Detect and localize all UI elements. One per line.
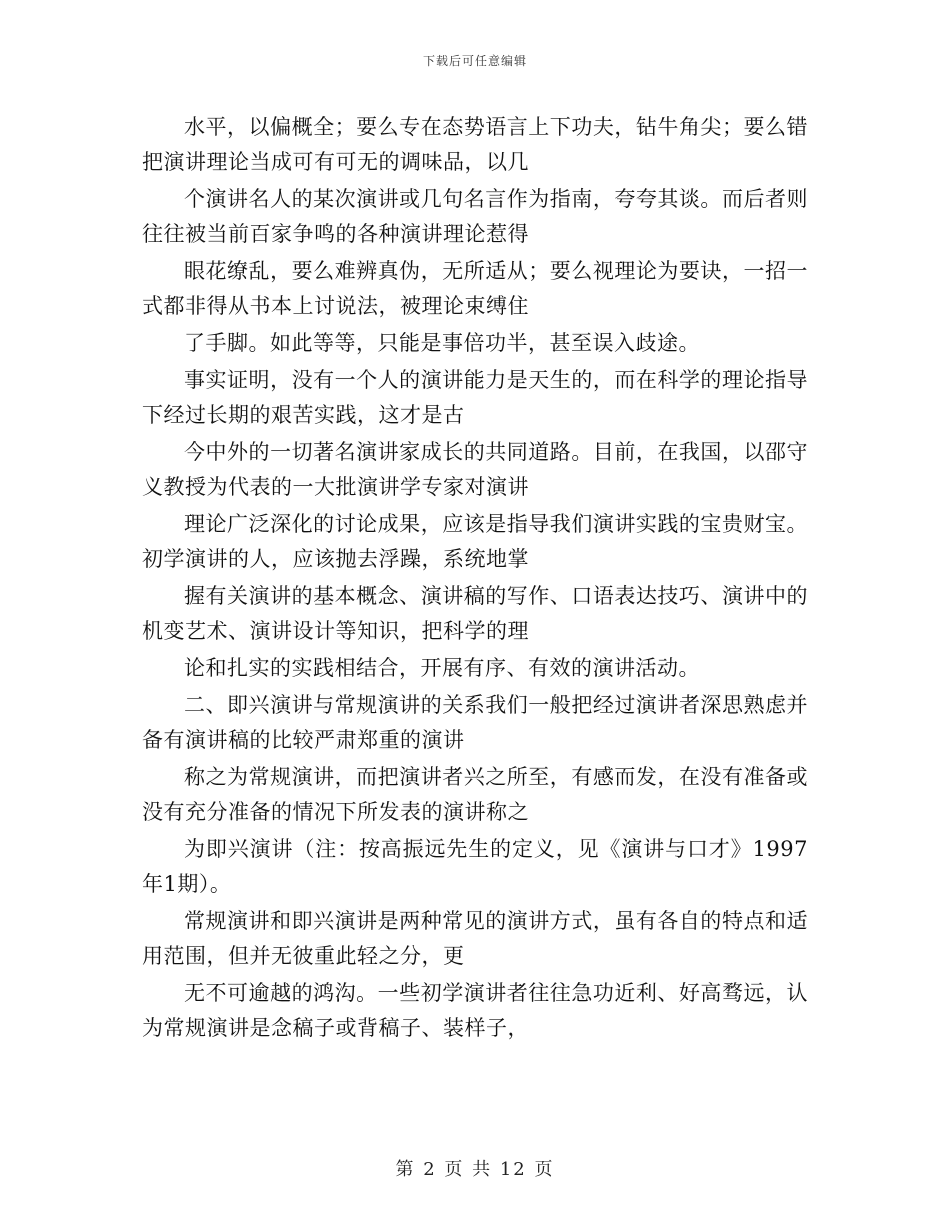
document-body [142,110,808,1048]
paragraph: 握有关演讲的基本概念、演讲稿的写作、口语表达技巧、演讲中的机变艺术、演讲设计等知识，把科学的理 [142,584,808,643]
paragraph: 眼花缭乱，要么难辨真伪，无所适从；要么视理论为要诀，一招一式都非得从书本上讨说法，被理论束缚住 [142,259,808,318]
paragraph: 无不可逾越的鸿沟。一些初学演讲者往往急功近利、好高骛远，认为常规演讲是念稿子或背稿子、装样子， [142,981,808,1040]
paragraph: 了手脚。如此等等，只能是事倍功半，甚至误入歧途。 [184,331,700,355]
page-header: 下载后可任意编辑 [422,54,527,68]
paragraph: 事实证明，没有一个人的演讲能力是天生的，而在科学的理论指导下经过长期的艰苦实践，这才是古 [142,368,808,427]
paragraph: 为即兴演讲（注：按高振远先生的定义，见《演讲与口才》1997年1期）。 [142,837,808,896]
page-number-footer: 第 2 页 共 12 页 [395,1159,555,1180]
paragraph: 称之为常规演讲，而把演讲者兴之所至，有感而发，在没有准备或没有充分准备的情况下所发表的演讲称之 [142,765,808,824]
paragraph: 水平，以偏概全；要么专在态势语言上下功夫，钻牛角尖；要么错把演讲理论当成可有可无的调味品，以几 [142,115,808,174]
paragraph: 论和扎实的实践相结合，开展有序、有效的演讲活动。 [184,656,700,680]
paragraph: 个演讲名人的某次演讲或几句名言作为指南，夸夸其谈。而后者则往往被当前百家争鸣的各种演讲理论惹得 [142,187,808,246]
paragraph: 今中外的一切著名演讲家成长的共同道路。目前，在我国，以邵守义教授为代表的一大批演讲学专家对演讲 [142,440,808,499]
paragraph: 理论广泛深化的讨论成果，应该是指导我们演讲实践的宝贵财宝。初学演讲的人，应该抛去浮躁，系统地掌 [142,512,808,571]
paragraph: 常规演讲和即兴演讲是两种常见的演讲方式，虽有各自的特点和适用范围，但并无彼重此轻之分，更 [142,909,808,968]
paragraph: 二、即兴演讲与常规演讲的关系我们一般把经过演讲者深思熟虑并备有演讲稿的比较严肃郑重的演讲 [142,693,808,752]
